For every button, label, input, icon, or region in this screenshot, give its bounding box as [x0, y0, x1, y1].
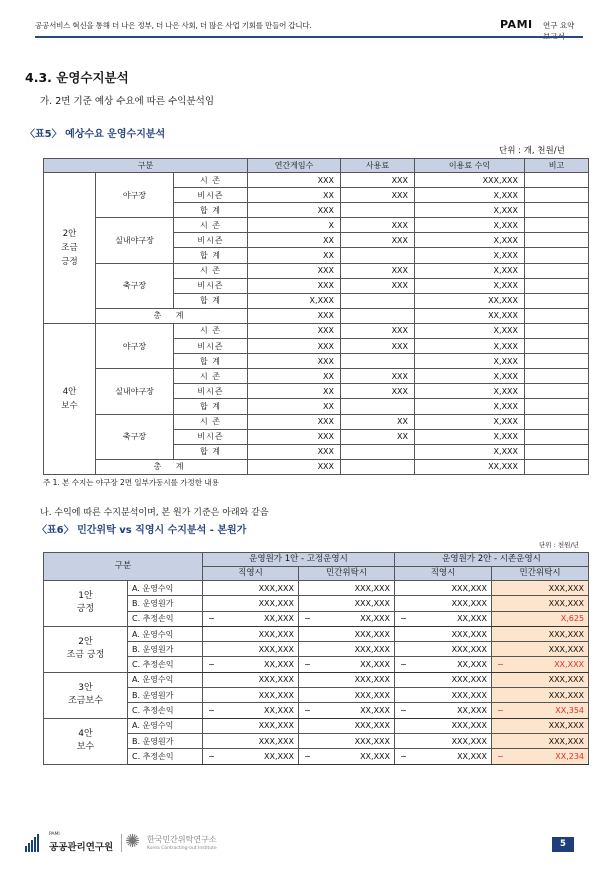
table6-value-cell — [492, 581, 589, 596]
table6-group-cell — [44, 718, 128, 764]
table6-item-cell: A. 운영수익 — [128, 672, 203, 687]
table6-value-cell — [492, 703, 589, 718]
table5-note-cell — [525, 278, 589, 293]
table5-facility-cell: 실내야구장 — [96, 369, 174, 414]
table6-value-cell — [203, 642, 299, 657]
table5-fee-cell: XXX — [341, 188, 415, 203]
table5-period-cell: 시 존 — [174, 323, 248, 338]
table5-facility-cell: 실내야구장 — [96, 218, 174, 263]
table6-subheader-cell: 직영시 — [395, 567, 492, 581]
table5-period-cell: 시 존 — [174, 369, 248, 384]
table6-value-cell — [395, 642, 492, 657]
table5-note-cell — [525, 384, 589, 399]
table5-revenue-cell: X,XXX — [415, 399, 525, 414]
table5-row — [44, 323, 589, 338]
table5-revenue-cell: X,XXX — [415, 339, 525, 354]
table5-note-cell — [525, 369, 589, 384]
table5-fee-cell: XXX — [341, 323, 415, 338]
table6-value-cell — [299, 733, 395, 748]
table5-games-cell: XXX — [248, 354, 341, 369]
value-text: XX,XXX — [360, 706, 391, 716]
table5-note-cell — [525, 263, 589, 278]
value-text: XX,XXX — [264, 614, 294, 624]
table6-value-cell — [203, 657, 299, 672]
table6-value-cell — [395, 657, 492, 672]
minus-sign: − — [208, 706, 215, 716]
minus-sign: − — [497, 660, 504, 670]
page-footer — [25, 832, 585, 860]
value-text: XXX,XXX — [451, 721, 488, 731]
value-text: XXX,XXX — [548, 598, 585, 608]
table6-row — [44, 581, 589, 596]
table5-row — [44, 218, 589, 233]
table5-period-cell: 비시즌 — [174, 278, 248, 293]
logo1-name: 공공관리연구원 — [49, 842, 114, 853]
table5-games-cell: XXX — [248, 263, 341, 278]
table6-group-cell-line: 긍정 — [76, 604, 95, 615]
table6-value-cell — [492, 718, 589, 733]
table5-revenue-cell: X,XXX — [415, 429, 525, 444]
table5-group-cell-line: 보수 — [61, 400, 78, 411]
table6-value-cell — [492, 688, 589, 703]
value-text: XXX,XXX — [258, 644, 294, 654]
table6-group-cell-line: 2안 — [78, 637, 93, 648]
table6-value-cell — [299, 703, 395, 718]
table6-item-cell: B. 운영원가 — [128, 596, 203, 611]
table5-fee-cell: XXX — [341, 263, 415, 278]
value-text: XXX,XXX — [354, 583, 391, 593]
table5-row — [44, 263, 589, 278]
value-text: XXX,XXX — [258, 736, 294, 746]
value-text: XX,XXX — [264, 706, 294, 716]
table5-period-cell: 비시즌 — [174, 188, 248, 203]
value-text: XXX,XXX — [451, 598, 488, 608]
table5-period-cell: 시 존 — [174, 218, 248, 233]
value-text: XXX,XXX — [548, 583, 585, 593]
table6-item-cell: C. 추정손익 — [128, 657, 203, 672]
table5-revenue-cell: X,XXX — [415, 369, 525, 384]
table6-value-cell — [395, 581, 492, 596]
table5-note-cell — [525, 293, 589, 308]
value-text: XXX,XXX — [548, 721, 585, 731]
header-slogan: 공공서비스 혁신을 통해 더 나은 정부, 더 나은 사회, 더 많은 사업 기회를 만들어 갑니다. — [35, 21, 312, 30]
value-text: XX,XXX — [264, 751, 294, 761]
footer-divider — [121, 834, 122, 852]
table5-total-note — [525, 459, 589, 474]
logo1-small-text: PAMI — [49, 832, 60, 837]
section-subtitle-a: 가. 2면 기준 예상 수요에 따른 수익분석임 — [40, 96, 215, 107]
table5-note-cell — [525, 429, 589, 444]
table6-subheader-cell: 민간위탁시 — [492, 567, 589, 581]
table5-facility-cell: 축구장 — [96, 263, 174, 308]
table6-unit: 단위 : 천원/년 — [539, 541, 579, 549]
table5-games-cell: XXX — [248, 444, 341, 459]
table5-period-cell: 비시즌 — [174, 384, 248, 399]
table5-total-row — [44, 459, 589, 474]
minus-sign: − — [400, 660, 407, 670]
table6-value-cell — [395, 626, 492, 641]
table5-header-cell: 사용료 — [341, 159, 415, 173]
table6-value-cell — [299, 657, 395, 672]
table6-group-cell-line: 4안 — [78, 729, 93, 740]
table5-revenue-cell: X,XXX — [415, 188, 525, 203]
table5-revenue-cell: X,XXX — [415, 384, 525, 399]
table5-fee-cell — [341, 399, 415, 414]
table5-unit: 단위 : 개, 천원/년 — [499, 146, 565, 156]
table5-group-cell-line: 4안 — [62, 386, 77, 397]
table6-subheader-cell: 직영시 — [203, 567, 299, 581]
table6-value-cell — [203, 611, 299, 626]
table6-value-cell — [203, 703, 299, 718]
table6-item-cell: B. 운영원가 — [128, 642, 203, 657]
table6-value-cell — [299, 626, 395, 641]
table5-period-cell: 합 계 — [174, 203, 248, 218]
table5-revenue-cell: X,XXX — [415, 203, 525, 218]
table5-fee-cell: XXX — [341, 233, 415, 248]
table5-games-cell: XX — [248, 384, 341, 399]
kcoi-logo-icon: ✺ — [125, 831, 141, 852]
table5-facility-cell: 야구장 — [96, 323, 174, 368]
table5 — [43, 158, 589, 475]
table6-value-cell — [299, 718, 395, 733]
table5-total-label: 총 계 — [96, 459, 248, 474]
page-header — [35, 18, 583, 35]
table5-games-cell: XXX — [248, 414, 341, 429]
table5-header-cell: 이용료 수익 — [415, 159, 525, 173]
value-text: XXX,XXX — [548, 675, 585, 685]
value-text: XXX,XXX — [354, 629, 391, 639]
header-report-type: 연구 요약 — [543, 21, 575, 30]
table5-revenue-cell: XX,XXX — [415, 293, 525, 308]
table5-title: 〈표5〉 예상수요 운영수지분석 — [25, 129, 166, 140]
table5-note-cell — [525, 248, 589, 263]
minus-sign: − — [304, 660, 311, 670]
table5-total-games: XXX — [248, 308, 341, 323]
logo2-name: 한국민간위탁연구소 — [147, 835, 217, 844]
table5-revenue-cell: X,XXX — [415, 354, 525, 369]
table6-value-cell — [299, 642, 395, 657]
table6-value-cell — [395, 703, 492, 718]
minus-sign: − — [400, 706, 407, 716]
table5-games-cell: X,XXX — [248, 293, 341, 308]
table6-value-cell — [299, 672, 395, 687]
value-text: XX,XXX — [554, 660, 585, 670]
table5-row — [44, 414, 589, 429]
table5-revenue-cell: X,XXX — [415, 233, 525, 248]
minus-sign: − — [497, 751, 504, 761]
table5-header-cell: 연간게임수 — [248, 159, 341, 173]
section-title: 4.3. 운영수지분석 — [25, 70, 129, 85]
value-text: XXX,XXX — [354, 721, 391, 731]
table6-value-cell — [203, 688, 299, 703]
value-text: XX,XXX — [360, 751, 391, 761]
table5-revenue-cell: X,XXX — [415, 414, 525, 429]
table5-facility-cell: 야구장 — [96, 173, 174, 218]
minus-sign: − — [400, 614, 407, 624]
table5-games-cell: XX — [248, 369, 341, 384]
table5-fee-cell: XX — [341, 429, 415, 444]
table5-total-games: XXX — [248, 459, 341, 474]
table5-games-cell: XXX — [248, 203, 341, 218]
table5-note-cell — [525, 323, 589, 338]
logo2-sub: Korea Contracting-out Institute — [147, 846, 217, 851]
table6-item-cell: A. 운영수익 — [128, 626, 203, 641]
table5-header-row — [44, 159, 589, 173]
table6-value-cell — [492, 749, 589, 764]
table5-note-cell — [525, 354, 589, 369]
table5-note-cell — [525, 203, 589, 218]
table6-value-cell — [395, 718, 492, 733]
value-text: XXX,XXX — [258, 629, 294, 639]
page-number: 5 — [552, 837, 574, 852]
table5-period-cell: 시 존 — [174, 173, 248, 188]
table6-group-cell — [44, 626, 128, 672]
table5-revenue-cell: X,XXX — [415, 323, 525, 338]
table5-group-cell — [44, 173, 96, 324]
value-text: XX,XXX — [457, 706, 488, 716]
table6-row — [44, 672, 589, 687]
value-text: XXX,XXX — [451, 736, 488, 746]
table6-item-cell: C. 추정손익 — [128, 611, 203, 626]
table5-period-cell: 합 계 — [174, 444, 248, 459]
table6-item-cell: B. 운영원가 — [128, 733, 203, 748]
table5-note-cell — [525, 188, 589, 203]
minus-sign: − — [304, 614, 311, 624]
table6-value-cell — [395, 596, 492, 611]
value-text: XXX,XXX — [354, 736, 391, 746]
table5-fee-cell — [341, 248, 415, 263]
table6-value-cell — [492, 642, 589, 657]
table5-games-cell: X — [248, 218, 341, 233]
table5-period-cell: 합 계 — [174, 293, 248, 308]
table6-value-cell — [203, 581, 299, 596]
value-text: XX,XXX — [457, 660, 488, 670]
table5-fee-cell: XXX — [341, 278, 415, 293]
table6-value-cell — [395, 749, 492, 764]
table5-period-cell: 시 존 — [174, 414, 248, 429]
table5-note-cell — [525, 414, 589, 429]
table5-fee-cell: XXX — [341, 218, 415, 233]
table5-group-cell-line: 2안 — [62, 228, 77, 239]
table5-total-fee — [341, 459, 415, 474]
table5-total-revenue: XX,XXX — [415, 459, 525, 474]
table5-note-cell — [525, 339, 589, 354]
table5-games-cell: XX — [248, 233, 341, 248]
table6-value-cell — [395, 688, 492, 703]
table6-item-cell: A. 운영수익 — [128, 581, 203, 596]
table5-games-cell: XXX — [248, 173, 341, 188]
value-text: XXX,XXX — [354, 598, 391, 608]
table5-fee-cell: XX — [341, 414, 415, 429]
table6-value-cell — [395, 611, 492, 626]
table5-note-cell — [525, 444, 589, 459]
table5-row — [44, 173, 589, 188]
table5-revenue-cell: X,XXX — [415, 263, 525, 278]
table6-value-cell — [203, 672, 299, 687]
table5-row — [44, 369, 589, 384]
value-text: XX,XXX — [457, 614, 488, 624]
table6-group-cell-line: 조금보수 — [68, 696, 103, 707]
table6-value-cell — [203, 626, 299, 641]
table5-period-cell: 비시즌 — [174, 429, 248, 444]
table6-row — [44, 626, 589, 641]
value-text: XX,XXX — [457, 751, 488, 761]
value-text: XX,XXX — [360, 614, 391, 624]
table6-group-cell — [44, 672, 128, 718]
value-text: XXX,XXX — [548, 644, 585, 654]
value-text: XXX,XXX — [258, 690, 294, 700]
table6-header-cell: 구분 — [44, 553, 203, 581]
table6-value-cell — [492, 733, 589, 748]
table6-item-cell: A. 운영수익 — [128, 718, 203, 733]
table5-facility-cell: 축구장 — [96, 414, 174, 459]
table6-header-row — [44, 553, 589, 567]
table6-group-cell — [44, 581, 128, 627]
table5-games-cell: XX — [248, 188, 341, 203]
value-text: X,625 — [560, 614, 585, 624]
header-brand: PAMI — [500, 18, 533, 31]
table6-group-cell-line: 1안 — [78, 591, 93, 602]
table5-fee-cell: XXX — [341, 339, 415, 354]
table5-revenue-cell: X,XXX — [415, 278, 525, 293]
table6-value-cell — [299, 596, 395, 611]
table5-games-cell: XX — [248, 248, 341, 263]
table5-fee-cell: XXX — [341, 369, 415, 384]
minus-sign: − — [304, 706, 311, 716]
table6-value-cell — [492, 611, 589, 626]
table6-value-cell — [299, 611, 395, 626]
table5-games-cell: XXX — [248, 323, 341, 338]
value-text: XXX,XXX — [258, 598, 294, 608]
value-text: XXX,XXX — [354, 690, 391, 700]
value-text: XX,234 — [555, 751, 585, 761]
table5-revenue-cell: X,XXX — [415, 444, 525, 459]
table5-header-cell: 비고 — [525, 159, 589, 173]
table5-group-cell — [44, 323, 96, 474]
table5-period-cell: 합 계 — [174, 248, 248, 263]
minus-sign: − — [304, 751, 311, 761]
table5-group-cell-line: 긍정 — [61, 256, 78, 267]
table5-fee-cell — [341, 354, 415, 369]
table5-period-cell: 비시즌 — [174, 233, 248, 248]
table6-item-cell: B. 운영원가 — [128, 688, 203, 703]
value-text: XXX,XXX — [451, 629, 488, 639]
table5-group-cell-line: 조금 — [61, 242, 78, 253]
table5-note-cell — [525, 173, 589, 188]
value-text: XXX,XXX — [354, 644, 391, 654]
value-text: XXX,XXX — [258, 675, 294, 685]
header-divider — [35, 36, 583, 38]
value-text: XXX,XXX — [451, 675, 488, 685]
pami-logo-icon — [25, 834, 43, 852]
value-text: XXX,XXX — [258, 721, 294, 731]
table6-item-cell: C. 추정손익 — [128, 703, 203, 718]
value-text: XXX,XXX — [258, 583, 294, 593]
table6-value-cell — [492, 657, 589, 672]
table6-row — [44, 718, 589, 733]
table6-header-cell: 운영원가 1안 - 고정운영시 — [203, 553, 395, 567]
minus-sign: − — [208, 751, 215, 761]
table5-period-cell: 시 존 — [174, 263, 248, 278]
minus-sign: − — [208, 660, 215, 670]
table5-games-cell: XX — [248, 399, 341, 414]
table5-total-fee — [341, 308, 415, 323]
value-text: XXX,XXX — [451, 644, 488, 654]
section-subtitle-b: 나. 수익에 따른 수지분석이며, 본 원가 기준은 아래와 같음 — [40, 508, 269, 518]
value-text: XX,XXX — [360, 660, 391, 670]
table6-item-cell: C. 추정손익 — [128, 749, 203, 764]
table5-note-cell — [525, 233, 589, 248]
table6-value-cell — [203, 596, 299, 611]
table6-value-cell — [395, 733, 492, 748]
minus-sign: − — [400, 751, 407, 761]
table5-period-cell: 비시즌 — [174, 339, 248, 354]
table5-header-cell: 구분 — [44, 159, 248, 173]
table5-total-note — [525, 308, 589, 323]
value-text: XXX,XXX — [451, 583, 488, 593]
table6-value-cell — [203, 733, 299, 748]
value-text: XX,354 — [555, 706, 585, 716]
table6-value-cell — [492, 672, 589, 687]
table5-fee-cell: XXX — [341, 384, 415, 399]
value-text: XX,XXX — [264, 660, 294, 670]
table6-value-cell — [203, 749, 299, 764]
table5-note-cell — [525, 218, 589, 233]
table6-subheader-cell: 민간위탁시 — [299, 567, 395, 581]
value-text: XXX,XXX — [548, 629, 585, 639]
value-text: XXX,XXX — [548, 736, 585, 746]
table5-period-cell: 합 계 — [174, 354, 248, 369]
table5-total-revenue: XX,XXX — [415, 308, 525, 323]
table6-value-cell — [299, 749, 395, 764]
table6-value-cell — [299, 688, 395, 703]
table5-note-cell — [525, 399, 589, 414]
table6-value-cell — [492, 626, 589, 641]
table5-games-cell: XXX — [248, 278, 341, 293]
minus-sign: − — [208, 614, 215, 624]
minus-sign: − — [497, 706, 504, 716]
value-text: XXX,XXX — [548, 690, 585, 700]
table5-fee-cell — [341, 293, 415, 308]
table6-group-cell-line: 3안 — [78, 683, 93, 694]
table6 — [43, 552, 589, 765]
table5-fee-cell — [341, 444, 415, 459]
table6-value-cell — [395, 672, 492, 687]
table6-header-cell: 운영원가 2안 - 시존운영시 — [395, 553, 589, 567]
table6-value-cell — [492, 596, 589, 611]
table5-revenue-cell: X,XXX — [415, 218, 525, 233]
table6-value-cell — [203, 718, 299, 733]
table5-fee-cell: XXX — [341, 173, 415, 188]
table5-fee-cell — [341, 203, 415, 218]
table5-total-label: 총 계 — [96, 308, 248, 323]
table6-group-cell-line: 보수 — [76, 742, 95, 753]
table5-period-cell: 합 계 — [174, 399, 248, 414]
value-text: XXX,XXX — [354, 675, 391, 685]
table5-note: 주 1. 본 수지는 야구장 2면 일부가동시를 가정한 내용 — [43, 478, 219, 487]
table5-games-cell: XXX — [248, 429, 341, 444]
table6-group-cell-line: 조금 긍정 — [66, 650, 105, 661]
table5-games-cell: XXX — [248, 339, 341, 354]
table6-title: 〈표6〉 민간위탁 vs 직영시 수지분석 - 본원가 — [37, 525, 247, 536]
table6-value-cell — [299, 581, 395, 596]
value-text: XXX,XXX — [451, 690, 488, 700]
table5-total-row — [44, 308, 589, 323]
table5-revenue-cell: X,XXX — [415, 248, 525, 263]
table5-revenue-cell: XXX,XXX — [415, 173, 525, 188]
